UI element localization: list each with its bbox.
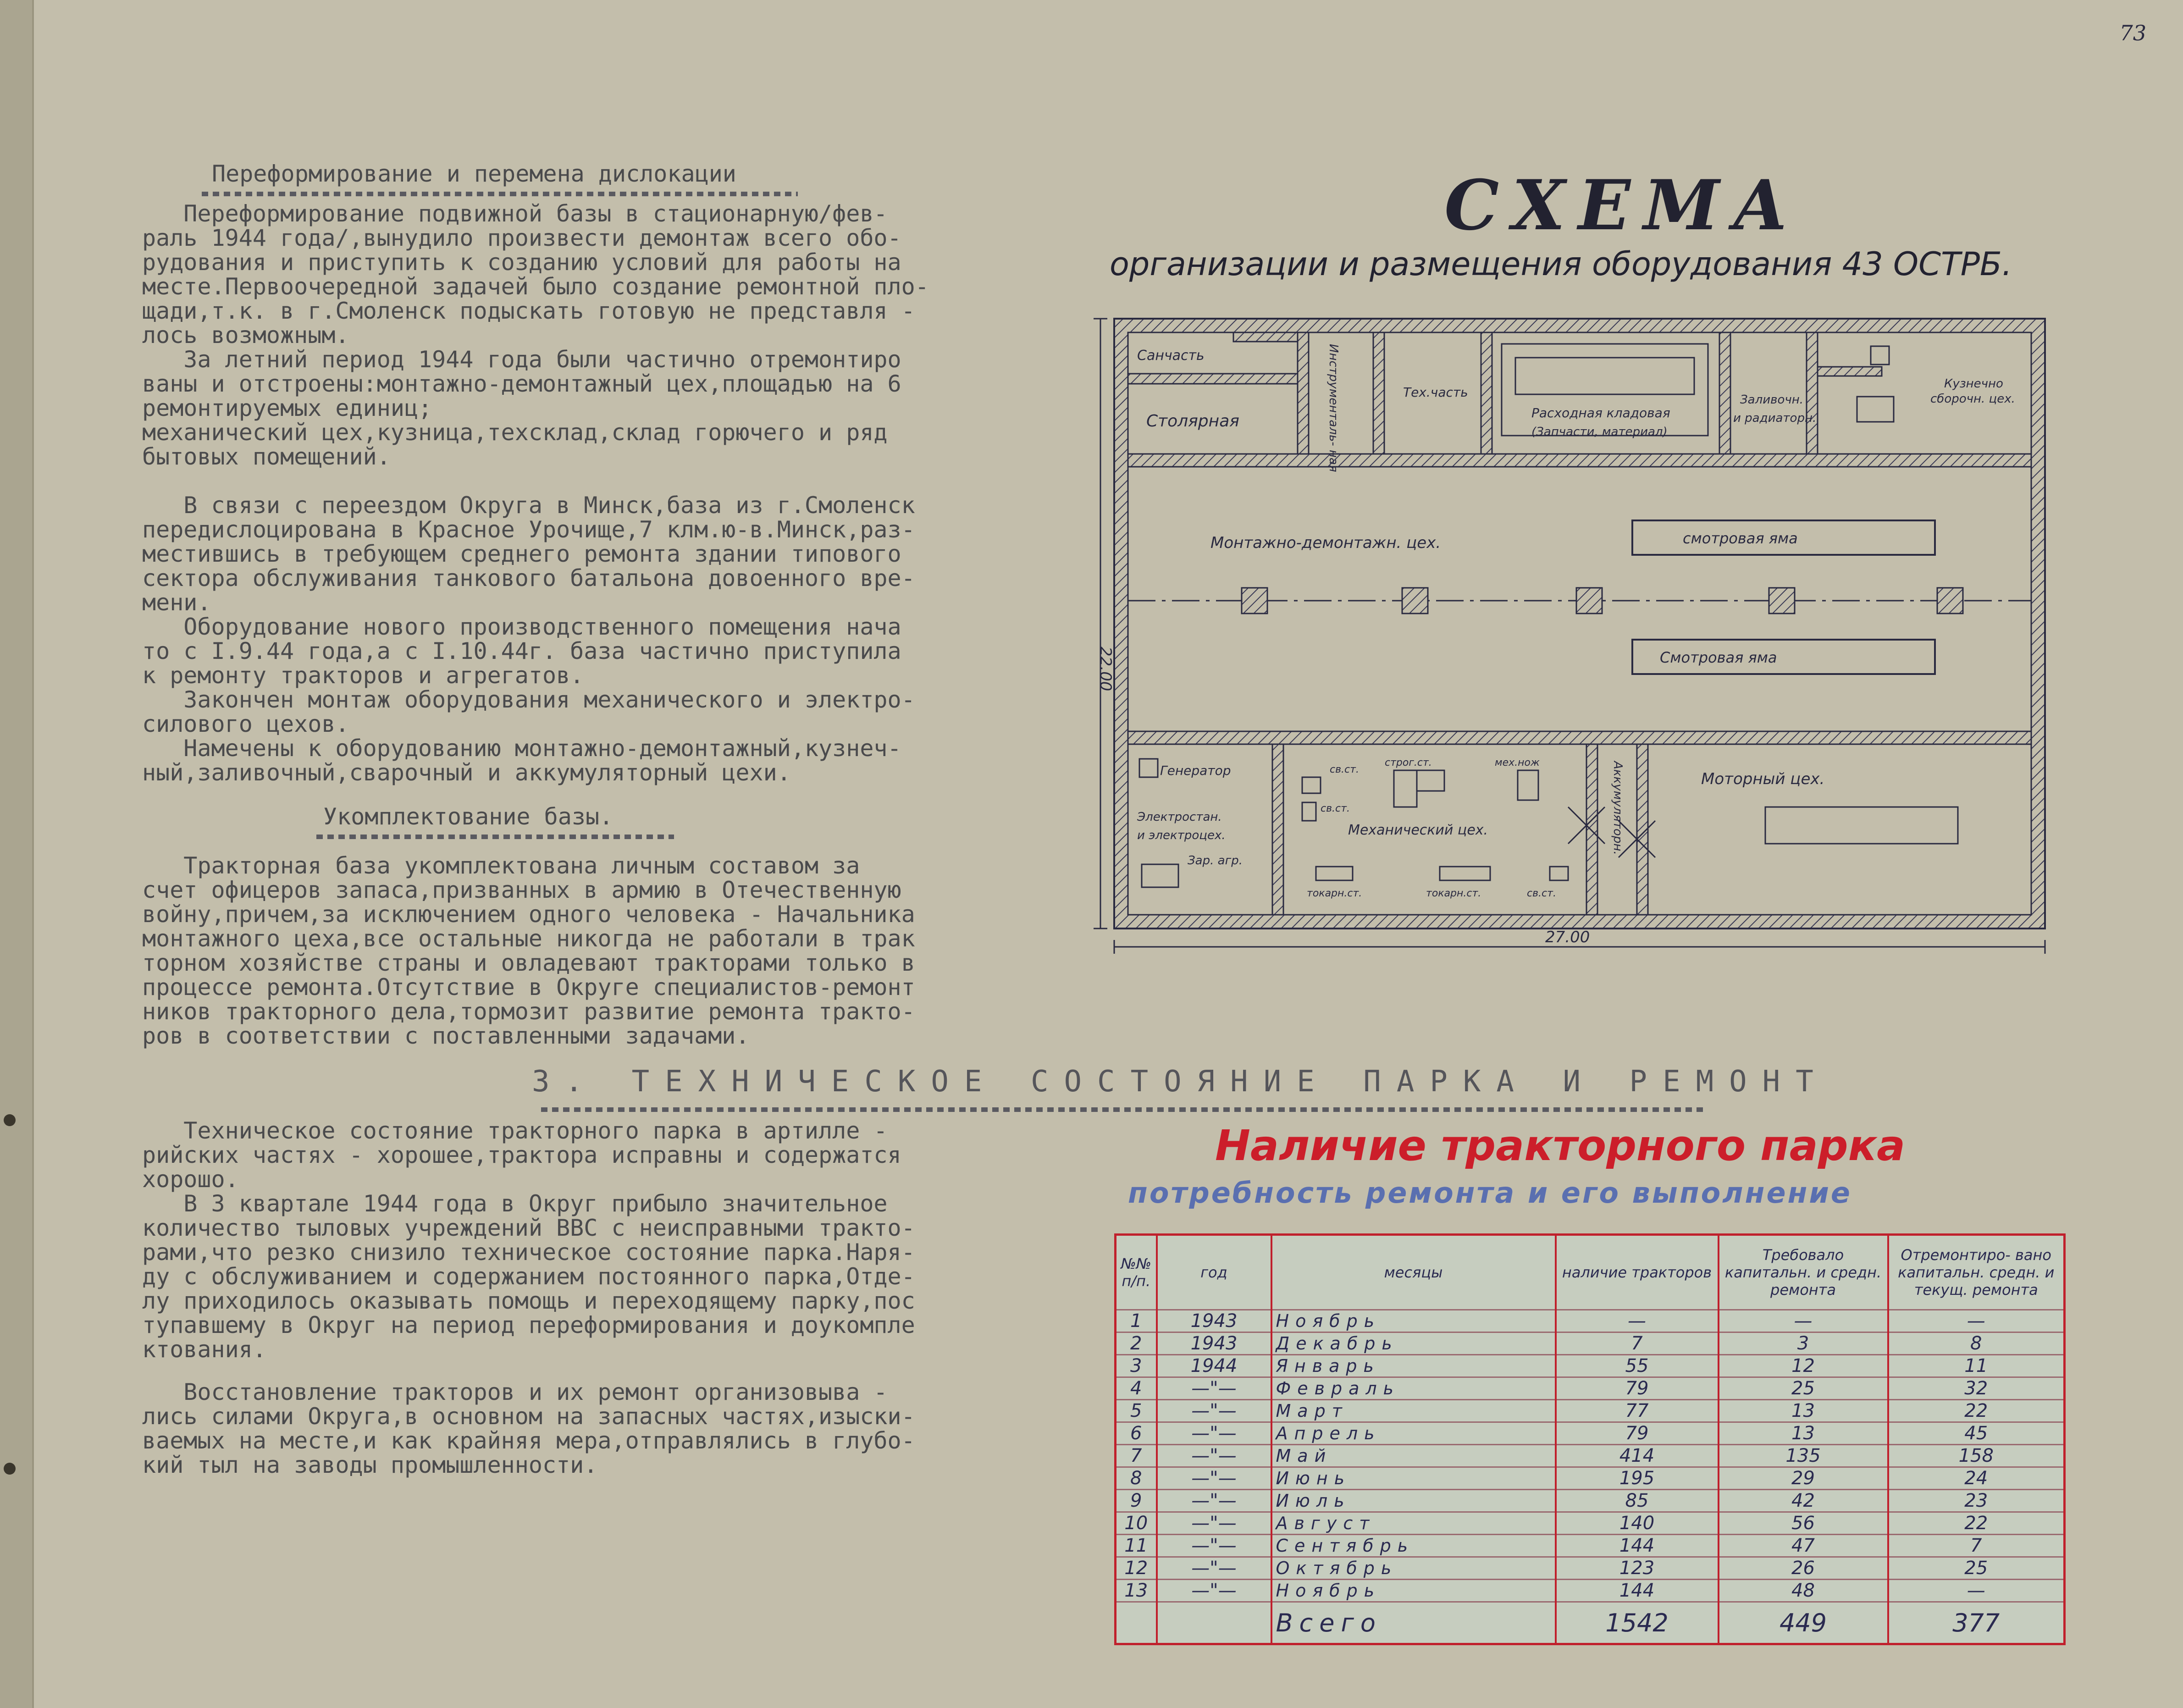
cell-available: 55 (1556, 1355, 1719, 1377)
text-line: ный,заливочный,сварочный и аккумуляторный цехи. (142, 759, 791, 786)
text-line: За летний период 1944 года были частично отремонтиро (142, 346, 901, 373)
table-total-row (1116, 1602, 2065, 1644)
cell-num: 5 (1116, 1400, 1157, 1422)
text-line: ду с обслуживанием и содержанием постоянного парка,Отде- (142, 1263, 915, 1290)
cell-total-required: 449 (1719, 1602, 1888, 1644)
tractor-table (1114, 1233, 2066, 1645)
room-zar-agr: Зар. агр. (1188, 854, 1243, 868)
text-line: ров в соответствии с поставленными задачами. (142, 1023, 750, 1049)
cell-required: 25 (1719, 1377, 1888, 1400)
room-generator: Генератор (1160, 763, 1231, 778)
text-line: передислоцирована в Красное Урочище,7 клм.ю-в.Минск,раз- (142, 516, 915, 543)
cell-year: 1943 (1157, 1332, 1271, 1355)
table-row (1116, 1332, 2065, 1355)
cell-required: 42 (1719, 1490, 1888, 1512)
text-line: Восстановление тракторов и их ремонт организовыва - (142, 1379, 888, 1405)
cell-required: 26 (1719, 1557, 1888, 1580)
text-line: к ремонту тракторов и агрегатов. (142, 662, 584, 689)
text-line: Закончен монтаж оборудования механического и электро- (142, 686, 915, 713)
label-tokarn-st: токарн.ст. (1426, 888, 1481, 899)
table-row (1116, 1557, 2065, 1580)
cell-year: —"— (1157, 1512, 1271, 1535)
text-line: силового цехов. (142, 711, 349, 737)
wall-band-bottom (1128, 731, 2031, 744)
cell-num: 1 (1116, 1310, 1157, 1332)
cell-available: 7 (1556, 1332, 1719, 1355)
text-line: раль 1944 года/,вынудило произвести демонтаж всего обо- (142, 225, 901, 251)
text-line: ктования. (142, 1336, 266, 1363)
room-instrumentalnaya: Инструменталь- ная (1326, 344, 1340, 472)
cell-year: —"— (1157, 1580, 1271, 1602)
room-kuznechno: Кузнечно (1944, 377, 2003, 391)
cell-available: — (1556, 1310, 1719, 1332)
cell-year: —"— (1157, 1557, 1271, 1580)
cell-required: 12 (1719, 1355, 1888, 1377)
table-row (1116, 1535, 2065, 1557)
room-sborochn: сборочн. цех. (1930, 392, 2015, 406)
room-tekh-chast: Тех.часть (1403, 385, 1468, 400)
title-underline (541, 1107, 1706, 1112)
text-line: лу приходилось оказывать помощь и переходящему парку,пос (142, 1288, 915, 1314)
cell-available: 123 (1556, 1557, 1719, 1580)
cell-year: 1943 (1157, 1310, 1271, 1332)
cell-num: 12 (1116, 1557, 1157, 1580)
text-line: ремонтируемых единиц; (142, 395, 432, 421)
header-month: месяцы (1271, 1235, 1556, 1310)
header-num: №№ п/п. (1116, 1235, 1157, 1310)
cell-required: 48 (1719, 1580, 1888, 1602)
tech-section-text (142, 1119, 915, 1362)
table-row (1116, 1512, 2065, 1535)
table-row (1116, 1355, 2065, 1377)
label-tokarn-st: токарн.ст. (1307, 888, 1362, 899)
text-line: кий тыл на заводы промышленности. (142, 1452, 598, 1478)
cell-month: Февраль (1271, 1377, 1556, 1400)
text-line: сектора обслуживания танкового батальона довоенного вре- (142, 565, 915, 591)
cell-required: 29 (1719, 1467, 1888, 1490)
cell-total-label: Всего (1271, 1602, 1556, 1644)
staff-section-text (142, 854, 915, 1048)
table-row (1116, 1422, 2065, 1445)
cell-num: 10 (1116, 1512, 1157, 1535)
label-sv-st: св.ст. (1330, 764, 1359, 775)
cell-available: 77 (1556, 1400, 1719, 1422)
room-radiatorn: и радиаторн. (1733, 411, 1817, 425)
text-line: ников тракторного дела,тормозит развитие ремонта тракто- (142, 998, 915, 1025)
text-line: счет офицеров запаса,призванных в армию в Отечественную (142, 877, 901, 903)
cell-year: —"— (1157, 1445, 1271, 1467)
text-line (142, 469, 929, 493)
cell-available: 144 (1556, 1535, 1719, 1557)
reform-section-title: Переформирование и перемена дислокации (212, 160, 736, 187)
text-line: месте.Первоочередной задачей было создание ремонтной пло- (142, 273, 929, 300)
reform-section-text (142, 202, 929, 785)
cell-total-repaired: 377 (1888, 1602, 2065, 1644)
cell-available: 414 (1556, 1445, 1719, 1467)
header-year: год (1157, 1235, 1271, 1310)
cell-month: Январь (1271, 1355, 1556, 1377)
text-line: Намечены к оборудованию монтажно-демонтажный,кузнеч- (142, 735, 901, 762)
text-line: ваемых на месте,и как крайняя мера,отправлялись в глубо- (142, 1427, 915, 1454)
binding-hole (4, 1114, 16, 1126)
floor-plan (1091, 298, 2082, 967)
table-row (1116, 1445, 2065, 1467)
cell-num: 8 (1116, 1467, 1157, 1490)
cell-repaired: 7 (1888, 1535, 2065, 1557)
cell-required: 135 (1719, 1445, 1888, 1467)
cell-repaired: 24 (1888, 1467, 2065, 1490)
cell-available: 144 (1556, 1580, 1719, 1602)
room-mekhanicheskiy: Механический цех. (1348, 822, 1488, 838)
table-row (1116, 1377, 2065, 1400)
room-sanchast: Санчасть (1137, 348, 1205, 364)
text-line: Тракторная база укомплектована личным составом за (142, 852, 860, 879)
cell-year: 1944 (1157, 1355, 1271, 1377)
table-row (1116, 1467, 2065, 1490)
cell-month: Июль (1271, 1490, 1556, 1512)
text-line: рами,что резко снизило техническое состояние парка.Наря- (142, 1239, 915, 1266)
room-raskhodnaya: Расходная кладовая (1531, 405, 1670, 420)
cell-repaired: 8 (1888, 1332, 2065, 1355)
text-line: рудования и приступить к созданию условий для работы на (142, 249, 901, 276)
scheme-subtitle: организации и размещения оборудования 43 ОСТРБ. (1110, 245, 2012, 283)
cell-month: Ноябрь (1271, 1310, 1556, 1332)
table-row (1116, 1400, 2065, 1422)
cell-repaired: 22 (1888, 1512, 2065, 1535)
dim-height: 22.00 (1096, 647, 1115, 691)
cell-empty (1116, 1602, 1157, 1644)
title-underline (202, 192, 798, 196)
pit-label-top: смотровая яма (1683, 530, 1798, 547)
tech-section-title: 3. ТЕХНИЧЕСКОЕ СОСТОЯНИЕ ПАРКА И РЕМОНТ (532, 1065, 1829, 1099)
text-line: монтажного цеха,все остальные никогда не работали в трак (142, 925, 915, 952)
cell-month: Ноябрь (1271, 1580, 1556, 1602)
cell-repaired: — (1888, 1580, 2065, 1602)
text-line: бытовых помещений. (142, 443, 391, 470)
cell-num: 9 (1116, 1490, 1157, 1512)
cell-available: 79 (1556, 1377, 1719, 1400)
cell-required: 47 (1719, 1535, 1888, 1557)
cell-year: —"— (1157, 1377, 1271, 1400)
pit-label-bottom: Смотровая яма (1660, 649, 1777, 666)
text-line: лись силами Округа,в основном на запасных частях,изыски- (142, 1403, 915, 1430)
cell-repaired: 23 (1888, 1490, 2065, 1512)
cell-year: —"— (1157, 1490, 1271, 1512)
text-line: ваны и отстроены:монтажно-демонтажный цех,площадью на 6 (142, 370, 901, 397)
cell-num: 7 (1116, 1445, 1157, 1467)
cell-num: 11 (1116, 1535, 1157, 1557)
cell-repaired: 25 (1888, 1557, 2065, 1580)
cell-repaired: — (1888, 1310, 2065, 1332)
room-raskhodnaya-note: (Запчасти, материал) (1531, 425, 1668, 439)
text-line: местившись в требующем среднего ремонта здании типового (142, 541, 901, 567)
cell-month: Апрель (1271, 1422, 1556, 1445)
text-line: процессе ремонта.Отсутствие в Округе специалистов-ремонт (142, 974, 915, 1000)
cell-repaired: 11 (1888, 1355, 2065, 1377)
cell-year: —"— (1157, 1400, 1271, 1422)
cell-year: —"— (1157, 1422, 1271, 1445)
text-line: лось возможным. (142, 322, 349, 348)
text-line: тупавшему в Округ на период переформирования и доукомпле (142, 1312, 915, 1338)
room-stolyarnaya: Столярная (1146, 412, 1239, 431)
page-number: 73 (2119, 21, 2146, 45)
text-line: механический цех,кузница,техсклад,склад горючего и ряд (142, 419, 888, 446)
room-elektrotsekh: и электроцех. (1137, 829, 1226, 842)
text-line: В 3 квартале 1944 года в Округ прибыло значительное (142, 1190, 888, 1217)
text-line: Переформирование подвижной базы в стационарную/фев- (142, 200, 888, 227)
cell-month: Октябрь (1271, 1557, 1556, 1580)
cell-available: 140 (1556, 1512, 1719, 1535)
header-repaired: Отремонтиро- вано капитальн. средн. и текущ. ремонта (1888, 1235, 2065, 1310)
cell-available: 79 (1556, 1422, 1719, 1445)
cell-month: Июнь (1271, 1467, 1556, 1490)
table-subtitle: потребность ремонта и его выполнение (1128, 1176, 1852, 1210)
room-elektrostan: Электростан. (1137, 810, 1222, 824)
text-line: количество тыловых учреждений ВВС с неисправными тракто- (142, 1215, 915, 1241)
room-montazhny: Монтажно-демонтажн. цех. (1210, 534, 1441, 552)
tech-section-text-2 (142, 1380, 915, 1477)
cell-required: 13 (1719, 1400, 1888, 1422)
header-required: Требовало капитальн. и средн. ремонта (1719, 1235, 1888, 1310)
cell-required: 3 (1719, 1332, 1888, 1355)
table-title: Наличие тракторного парка (1215, 1121, 1906, 1170)
table-header-row (1116, 1235, 2065, 1310)
cell-empty (1157, 1602, 1271, 1644)
cell-month: Май (1271, 1445, 1556, 1467)
table-row (1116, 1490, 2065, 1512)
table-row (1116, 1310, 2065, 1332)
cell-total-available: 1542 (1556, 1602, 1719, 1644)
wall-band-top (1128, 454, 2031, 467)
text-line: щади,т.к. в г.Смоленск подыскать готовую не представля - (142, 298, 915, 324)
cell-year: —"— (1157, 1535, 1271, 1557)
text-line: торном хозяйстве страны и овладевают тракторами только в (142, 950, 915, 976)
cell-num: 2 (1116, 1332, 1157, 1355)
room-akkumulyatorn: Аккумуляторн. (1611, 761, 1625, 855)
cell-month: Сентябрь (1271, 1535, 1556, 1557)
cell-num: 13 (1116, 1580, 1157, 1602)
cell-repaired: 22 (1888, 1400, 2065, 1422)
table-row (1116, 1580, 2065, 1602)
cell-num: 6 (1116, 1422, 1157, 1445)
text-line: войну,причем,за исключением одного человека - Начальника (142, 901, 915, 928)
scheme-title: СХЕМА (1444, 165, 1802, 246)
text-line: рийских частях - хорошее,трактора исправны и содержатся (142, 1142, 901, 1168)
cell-available: 195 (1556, 1467, 1719, 1490)
title-underline (316, 835, 674, 839)
cell-num: 3 (1116, 1355, 1157, 1377)
binding-strip (0, 0, 34, 1708)
text-line: Оборудование нового производственного помещения нача (142, 614, 901, 640)
text-line: мени. (142, 589, 211, 616)
cell-year: —"— (1157, 1467, 1271, 1490)
label-strog-st: строг.ст. (1385, 757, 1432, 768)
text-line: то с I.9.44 года,а с I.10.44г. база частично приступила (142, 638, 901, 664)
cell-month: Декабрь (1271, 1332, 1556, 1355)
dim-width: 27.00 (1545, 928, 1590, 946)
cell-required: — (1719, 1310, 1888, 1332)
text-line: В связи с переездом Округа в Минск,база из г.Смоленск (142, 492, 915, 519)
label-sv-st: св.ст. (1527, 888, 1556, 899)
text-line: Техническое состояние тракторного парка в артилле - (142, 1117, 888, 1144)
staff-section-title: Укомплектование базы. (323, 803, 613, 830)
cell-required: 56 (1719, 1512, 1888, 1535)
cell-repaired: 158 (1888, 1445, 2065, 1467)
cell-repaired: 45 (1888, 1422, 2065, 1445)
cell-month: Август (1271, 1512, 1556, 1535)
cell-repaired: 32 (1888, 1377, 2065, 1400)
label-sv-st: св.ст. (1321, 803, 1350, 814)
cell-required: 13 (1719, 1422, 1888, 1445)
label-mekh-nozh: мех.нож (1495, 757, 1540, 768)
cell-num: 4 (1116, 1377, 1157, 1400)
header-available: наличие тракторов (1556, 1235, 1719, 1310)
cell-available: 85 (1556, 1490, 1719, 1512)
room-zalivochn: Заливочн. (1740, 393, 1803, 407)
table-body (1116, 1310, 2065, 1644)
room-motorny: Моторный цех. (1701, 770, 1825, 788)
binding-hole (4, 1463, 16, 1475)
cell-month: Март (1271, 1400, 1556, 1422)
text-line: хорошо. (142, 1166, 239, 1193)
